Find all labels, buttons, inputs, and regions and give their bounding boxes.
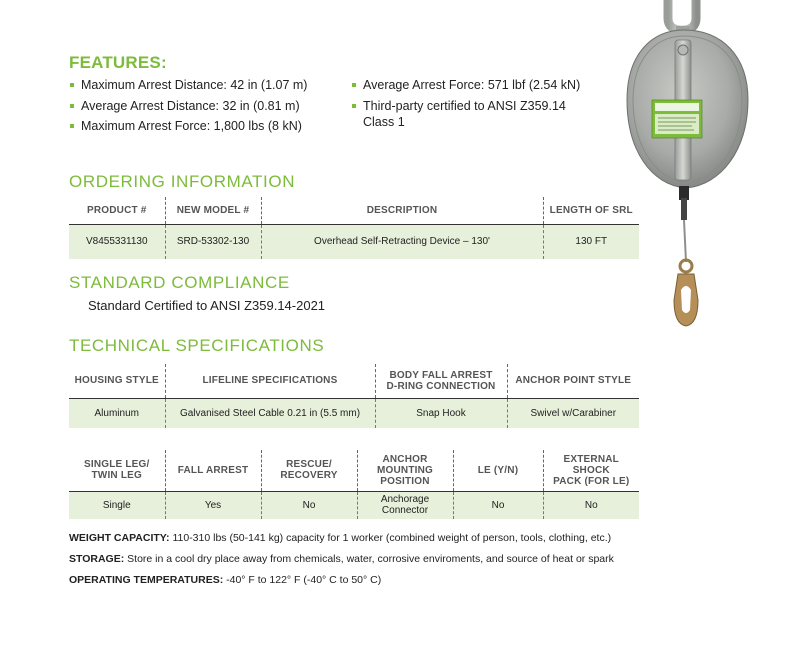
ordering-title: ORDERING INFORMATION: [69, 172, 296, 191]
column-header: [543, 450, 639, 491]
lifeline-cell: Galvanised Steel Cable 0.21 in (5.5 mm): [165, 398, 375, 428]
technical-table-1: [69, 364, 639, 428]
length-cell: 130 FT: [543, 224, 639, 259]
column-header: [69, 450, 165, 491]
anchor-mount-cell: Anchorage Connector: [357, 491, 453, 519]
header-line: ANCHOR MOUNTING: [376, 453, 434, 476]
feature-item-continuation: Class 1: [363, 115, 405, 129]
leg-cell: Single: [69, 491, 165, 519]
ordering-table: [69, 197, 639, 259]
technical-table-2: [69, 450, 639, 519]
feature-item: Maximum Arrest Force: 1,800 lbs (8 kN): [69, 116, 339, 137]
compliance-title: STANDARD COMPLIANCE: [69, 273, 290, 292]
ordering-header-row: [69, 197, 639, 224]
column-header: LE (Y/N): [453, 450, 543, 491]
notes-block: [69, 528, 769, 591]
column-header: DESCRIPTION: [261, 197, 543, 224]
column-header: LIFELINE SPECIFICATIONS: [165, 364, 375, 398]
temperature-label: OPERATING TEMPERATURES:: [69, 574, 224, 586]
housing-cell: Aluminum: [69, 398, 165, 428]
column-header: HOUSING STYLE: [69, 364, 165, 398]
srl-product-image: [626, 0, 752, 330]
storage-label: STORAGE:: [69, 553, 125, 565]
header-line: SINGLE LEG/: [83, 459, 150, 471]
temperature-line: [69, 570, 769, 591]
header-line: TWIN LEG: [91, 470, 142, 482]
features-title: FEATURES:: [69, 53, 167, 72]
rescue-cell: No: [261, 491, 357, 519]
weight-capacity-line: [69, 528, 769, 549]
table-row: [69, 224, 639, 259]
technical-header-row: [69, 450, 639, 491]
column-header: NEW MODEL #: [165, 197, 261, 224]
header-line: POSITION: [380, 475, 430, 487]
fall-arrest-cell: Yes: [165, 491, 261, 519]
storage-text: Store in a cool dry place away from chemicals, water, corrosive enviroments, and source of heat or spark: [124, 553, 614, 565]
header-line: D-RING CONNECTION: [386, 380, 496, 392]
description-cell: Overhead Self-Retracting Device – 130': [261, 224, 543, 259]
features-left-list: [69, 75, 339, 137]
feature-item: Third-party certified to ANSI Z359.14: [351, 96, 621, 117]
compliance-text: Standard Certified to ANSI Z359.14-2021: [88, 298, 326, 313]
column-header: [375, 364, 507, 398]
table-row: [69, 491, 639, 519]
storage-line: [69, 549, 769, 570]
feature-item: Maximum Arrest Distance: 42 in (1.07 m): [69, 75, 339, 96]
column-header: [357, 450, 453, 491]
column-header: RESCUE/ RECOVERY: [261, 450, 357, 491]
features-right-list: [351, 75, 621, 133]
technical-title: TECHNICAL SPECIFICATIONS: [69, 336, 325, 355]
shock-pack-cell: No: [543, 491, 639, 519]
header-line: EXTERNAL SHOCK: [563, 453, 619, 476]
temperature-text: -40° F to 122° F (-40° C to 50° C): [223, 574, 382, 586]
weight-text: 110-310 lbs (50-141 kg) capacity for 1 worker (combined weight of person, tools, clothing, etc.): [169, 532, 612, 544]
column-header: ANCHOR POINT STYLE: [507, 364, 639, 398]
product-number: V8455331130: [69, 224, 165, 259]
column-header: FALL ARREST: [165, 450, 261, 491]
technical-header-row: [69, 364, 639, 398]
le-cell: No: [453, 491, 543, 519]
model-number: SRD-53302-130: [165, 224, 261, 259]
column-header: PRODUCT #: [69, 197, 165, 224]
dring-cell: Snap Hook: [375, 398, 507, 428]
feature-item: Average Arrest Force: 571 lbf (2.54 kN): [351, 75, 621, 96]
header-line: BODY FALL ARREST: [389, 369, 493, 381]
weight-label: WEIGHT CAPACITY:: [69, 532, 170, 544]
anchor-style-cell: Swivel w/Carabiner: [507, 398, 639, 428]
table-row: [69, 398, 639, 428]
column-header: LENGTH OF SRL: [543, 197, 639, 224]
feature-item: Average Arrest Distance: 32 in (0.81 m): [69, 96, 339, 117]
header-line: PACK (FOR LE): [553, 475, 630, 487]
